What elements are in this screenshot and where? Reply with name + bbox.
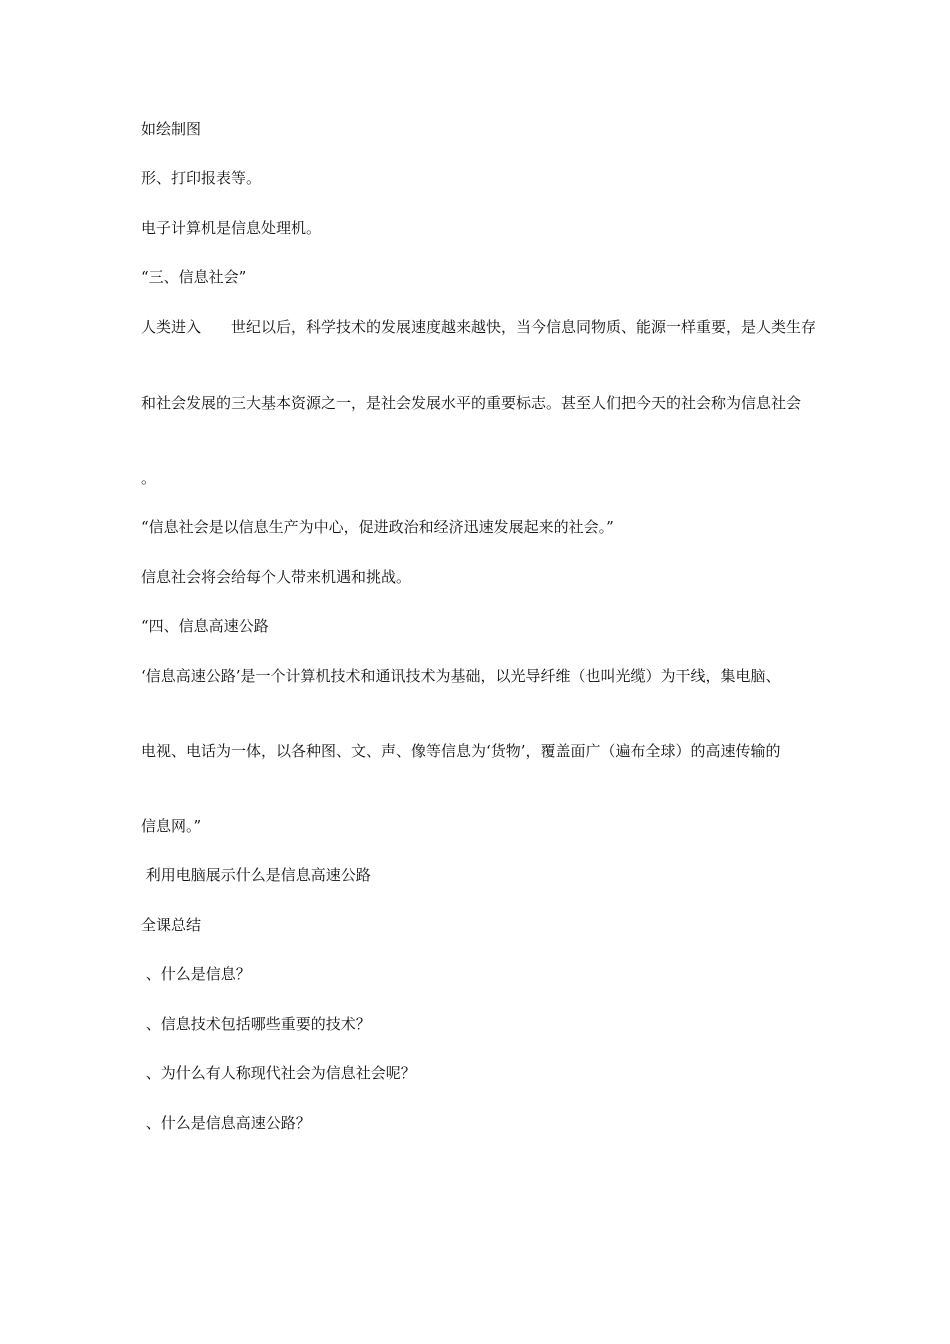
paragraph-7: 。 [141, 469, 157, 487]
section-heading-4: “四、信息高速公路 [141, 617, 269, 635]
paragraph-12: 电视、电话为一体，以各种图、文、声、像等信息为‘货物’，覆盖面广（遍布全球）的高速传输的 [141, 742, 781, 760]
summary-heading: 全课总结 [141, 916, 202, 934]
summary-item-2: 、信息技术包括哪些重要的技术？ [141, 1015, 371, 1033]
paragraph-9: 信息社会将会给每个人带来机遇和挑战。 [141, 568, 412, 586]
summary-item-4: 、什么是信息高速公路？ [141, 1114, 311, 1132]
paragraph-11: ‘信息高速公路’是一个计算机技术和通讯技术为基础，以光导纤维（也叫光缆）为干线，集电脑、 [141, 667, 781, 685]
quote-definition: “信息社会是以信息生产为中心，促进政治和经济迅速发展起来的社会。” [141, 518, 614, 536]
summary-item-1: 、什么是信息？ [141, 965, 251, 983]
summary-item-3: 、为什么有人称现代社会为信息社会呢？ [141, 1064, 416, 1082]
paragraph-6: 和社会发展的三大基本资源之一，是社会发展水平的重要标志。甚至人们把今天的社会称为信息社会 [141, 394, 802, 412]
paragraph-5: 人类进入 世纪以后，科学技术的发展速度越来越快，当今信息同物质、能源一样重要，是人类生存 [141, 318, 817, 336]
paragraph-2: 形、打印报表等。 [141, 169, 262, 187]
paragraph-1: 如绘制图 [141, 120, 202, 138]
paragraph-3: 电子计算机是信息处理机。 [141, 219, 322, 237]
paragraph-14: 利用电脑展示什么是信息高速公路 [141, 866, 371, 884]
paragraph-13: 信息网。” [141, 817, 202, 835]
section-heading-3: “三、信息社会” [141, 268, 247, 286]
